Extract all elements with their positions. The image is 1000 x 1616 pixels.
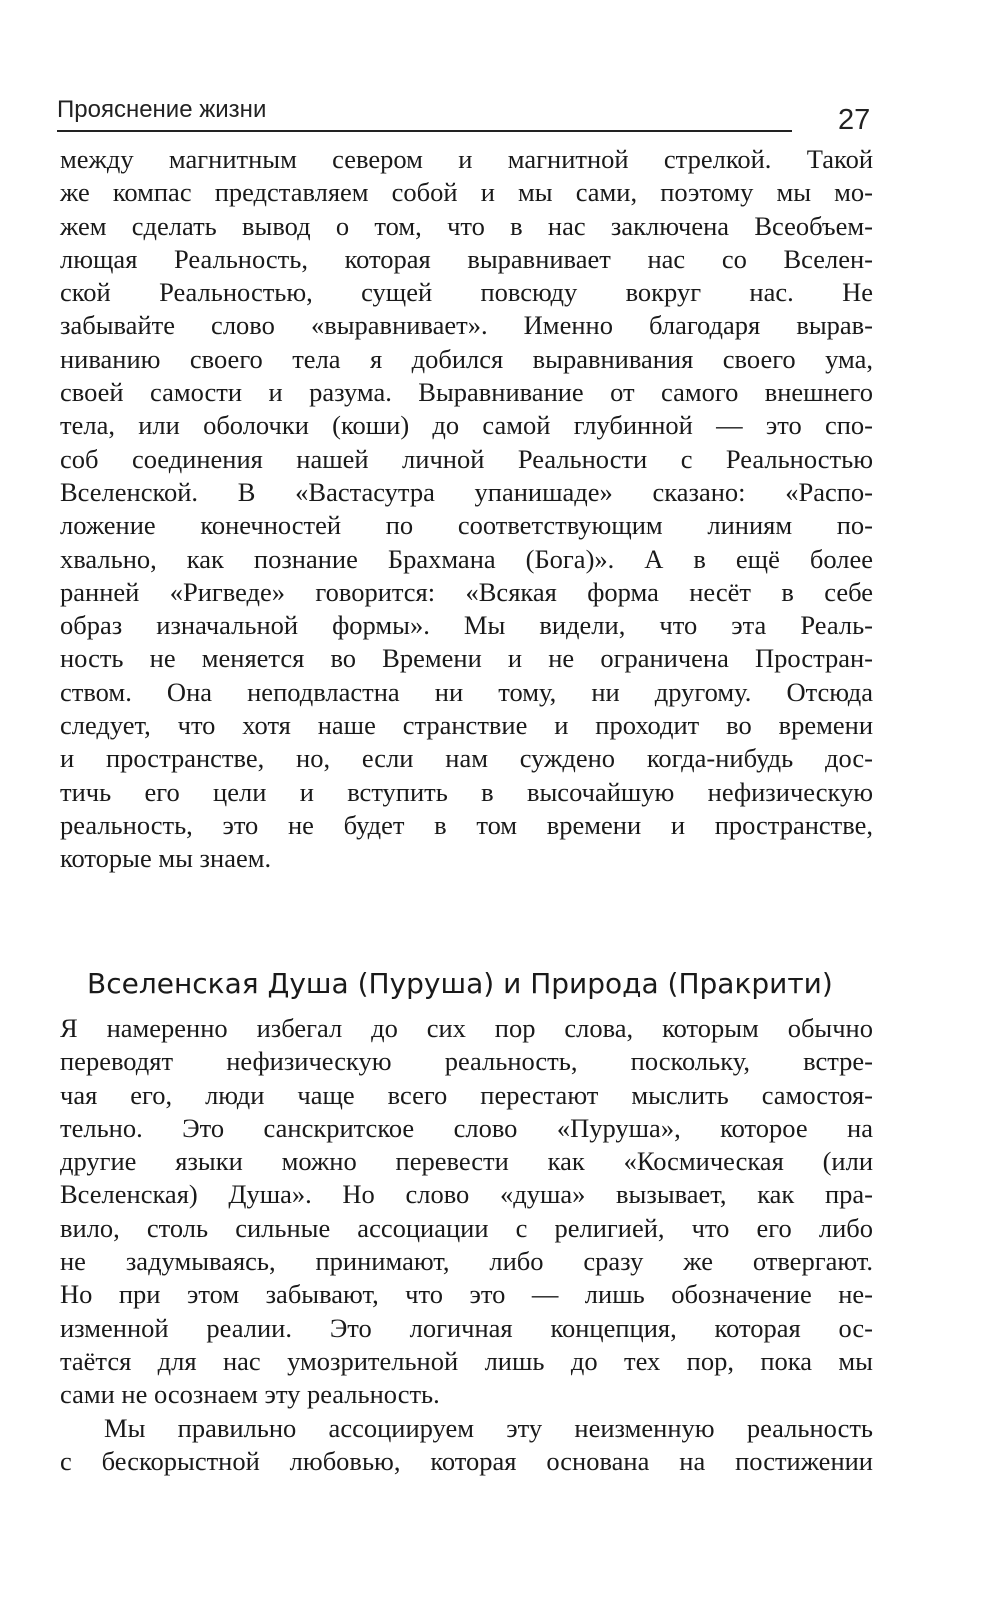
- text-line: хвально, как познание Брахмана (Бога)». А в ещё более: [60, 543, 873, 574]
- paragraph-section-intro: [60, 1012, 873, 1412]
- text-line: переводят нефизическую реальность, поскольку, встре-: [60, 1046, 873, 1077]
- text-line: Вселенская) Душа». Но слово «душа» вызывает, как пра-: [60, 1179, 873, 1210]
- paragraph-continued: [60, 143, 873, 876]
- text-line: лющая Реальность, которая выравнивает нас со Вселен-: [60, 243, 873, 274]
- running-title: Прояснение жизни: [57, 96, 267, 123]
- text-line: жем сделать вывод о том, что в нас заключена Всеобъем-: [60, 210, 873, 241]
- text-line: ложение конечностей по соответствующим линиям по-: [60, 510, 873, 541]
- text-line: чая его, люди чаще всего перестают мыслить самостоя-: [60, 1079, 873, 1110]
- text-line: которые мы знаем.: [60, 843, 272, 874]
- text-line: сами не осознаем эту реальность.: [60, 1379, 440, 1410]
- text-line: ниванию своего тела я добился выравнивания своего ума,: [60, 343, 873, 374]
- text-line: тельно. Это санскритское слово «Пуруша», которое на: [60, 1112, 873, 1143]
- text-line: тела, или оболочки (коши) до самой глубинной — это спо-: [60, 410, 873, 441]
- text-line: забывайте слово «выравнивает». Именно благодаря вырав-: [60, 310, 873, 341]
- text-line: образ изначальной формы». Мы видели, что эта Реаль-: [60, 610, 873, 641]
- text-line: ранней «Ригведе» говорится: «Всякая форма несёт в себе: [60, 576, 873, 607]
- page-number: 27: [838, 104, 871, 136]
- paragraph-next: [60, 1412, 873, 1479]
- text-line: Вселенской. В «Вастасутра упанишаде» сказано: «Распо-: [60, 476, 873, 507]
- text-line: таётся для нас умозрительной лишь до тех пор, пока мы: [60, 1345, 873, 1376]
- section-heading: Вселенская Душа (Пуруша) и Природа (Пракрити): [87, 967, 833, 1000]
- text-line: тичь его цели и вступить в высочайшую нефизическую: [60, 776, 873, 807]
- text-line: ность не меняется во Времени и не ограничена Простран-: [60, 643, 873, 674]
- text-line: между магнитным севером и магнитной стрелкой. Такой: [60, 144, 873, 174]
- text-line: с бескорыстной любовью, которая основана на постижении: [60, 1446, 873, 1477]
- text-line: ством. Она неподвластна ни тому, ни другому. Отсюда: [60, 676, 873, 707]
- text-line: Мы правильно ассоциируем эту неизменную реальность: [104, 1413, 873, 1443]
- text-line: своей самости и разума. Выравнивание от самого внешнего: [60, 377, 873, 408]
- text-line: реальность, это не будет в том времени и пространстве,: [60, 809, 873, 840]
- text-line: другие языки можно перевести как «Космическая (или: [60, 1146, 873, 1177]
- text-line: Но при этом забывают, что это — лишь обозначение не-: [60, 1279, 873, 1310]
- text-line: Я намеренно избегал до сих пор слова, которым обычно: [60, 1013, 873, 1043]
- text-line: изменной реалии. Это логичная концепция, которая ос-: [60, 1312, 873, 1343]
- text-line: ской Реальностью, сущей повсюду вокруг нас. Не: [60, 277, 873, 308]
- text-line: не задумываясь, принимают, либо сразу же отвергают.: [60, 1246, 873, 1277]
- text-line: следует, что хотя наше странствие и проходит во времени: [60, 710, 873, 741]
- text-line: и пространстве, но, если нам суждено когда-нибудь дос-: [60, 743, 873, 774]
- running-header: [57, 96, 792, 132]
- text-line: соб соединения нашей личной Реальности с Реальностью: [60, 443, 873, 474]
- text-line: вило, столь сильные ассоциации с религией, что его либо: [60, 1212, 873, 1243]
- text-line: же компас представляем собой и мы сами, поэтому мы мо-: [60, 177, 873, 208]
